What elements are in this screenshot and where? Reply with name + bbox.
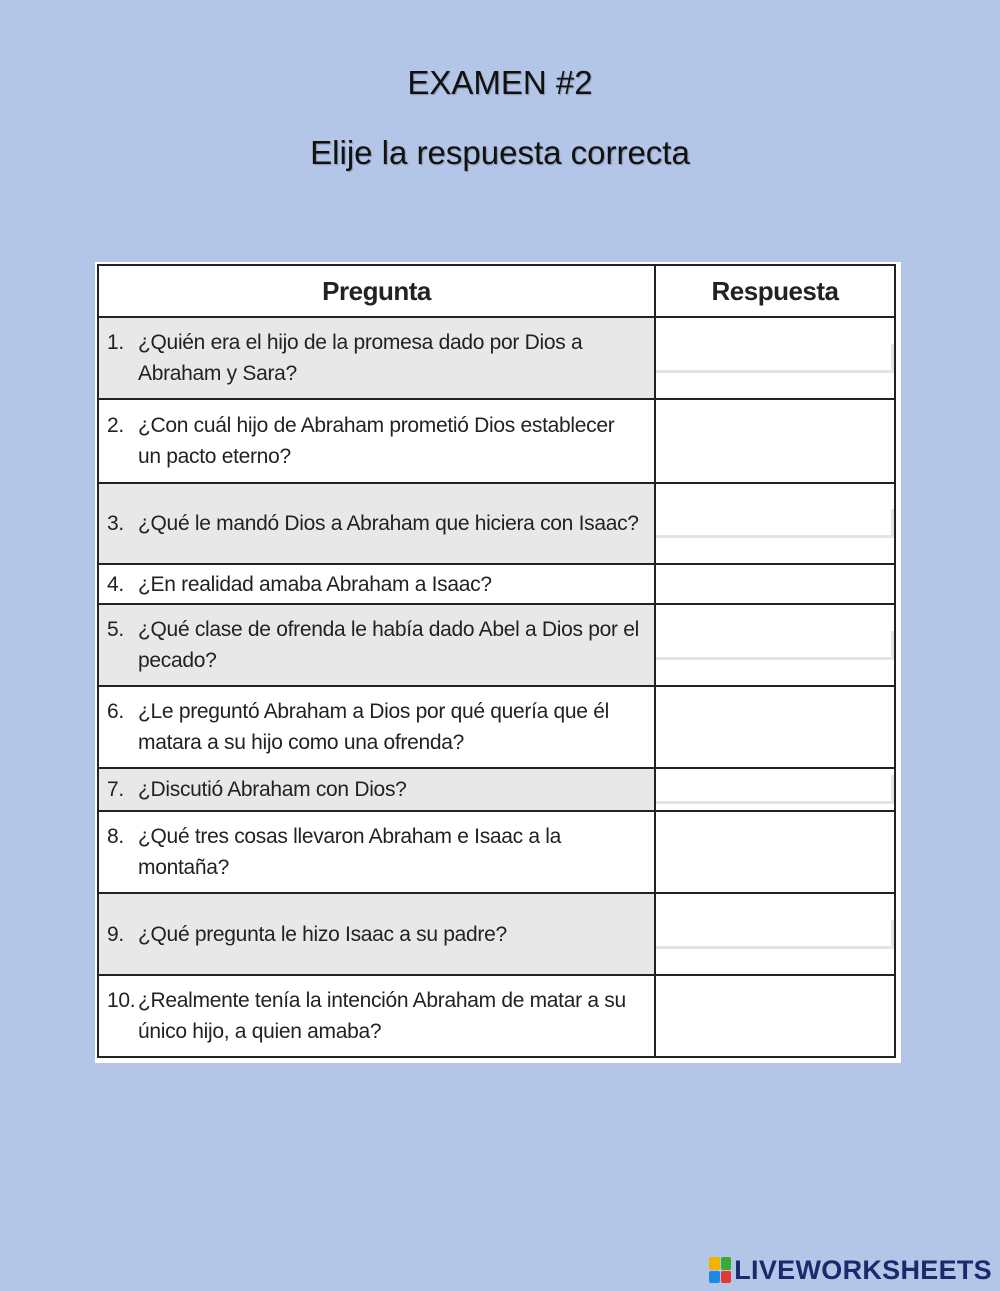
question-text: ¿En realidad amaba Abraham a Isaac? [138,572,492,596]
answer-cell [655,811,895,893]
question-number: 2. [107,414,124,437]
question-cell [98,564,655,604]
answer-input-7[interactable] [656,775,894,804]
question-cell [98,811,655,893]
question-number: 1. [107,331,124,354]
question-cell [98,317,655,399]
question-number: 7. [107,778,124,801]
table-row [98,686,895,768]
question-text: ¿Qué clase de ofrenda le había dado Abel a Dios por el pecado? [138,618,639,672]
answer-input-3[interactable] [656,509,894,538]
question-text: ¿Con cuál hijo de Abraham prometió Dios establecer un pacto eterno? [138,414,615,468]
exam-instructions: Elije la respuesta correcta [310,134,690,171]
table-row [98,811,895,893]
answer-input-10[interactable] [656,1002,894,1031]
question-text: ¿Discutió Abraham con Dios? [138,778,407,801]
answer-cell [655,893,895,975]
question-cell [98,483,655,564]
question-cell [98,768,655,811]
table-header-row [98,265,895,317]
answer-input-5[interactable] [656,631,894,660]
answer-cell [655,686,895,768]
question-text: ¿Qué le mandó Dios a Abraham que hiciera con Isaac? [138,512,639,535]
question-text: ¿Le preguntó Abraham a Dios por qué quería que él matara a su hijo como una ofrenda? [138,700,609,754]
question-text: ¿Realmente tenía la intención Abraham de matar a su único hijo, a quien amaba? [138,989,626,1043]
table-row [98,564,895,604]
question-cell [98,399,655,483]
question-table [97,264,896,1058]
answer-cell [655,975,895,1057]
answer-input-1[interactable] [656,344,894,373]
question-number: 8. [107,825,124,848]
logo-text: LIVEWORKSHEETS [734,1254,992,1285]
worksheet-table-container [95,262,901,1063]
question-cell [98,975,655,1057]
question-text: ¿Quién era el hijo de la promesa dado por Dios a Abraham y Sara? [138,331,583,385]
answer-cell [655,768,895,811]
question-cell [98,686,655,768]
table-row [98,483,895,564]
column-header-answer: Respuesta [655,265,895,317]
answer-input-8[interactable] [656,838,894,867]
question-cell [98,604,655,686]
table-row [98,604,895,686]
question-text: ¿Qué tres cosas llevaron Abraham e Isaac a la montaña? [138,825,562,879]
liveworksheets-logo-icon [709,1257,731,1283]
question-number: 10. [107,989,136,1012]
answer-cell [655,604,895,686]
question-cell [98,893,655,975]
answer-input-2[interactable] [656,427,894,456]
column-header-question: Pregunta [98,265,655,317]
table-row [98,317,895,399]
answer-input-6[interactable] [656,713,894,742]
answer-cell [655,317,895,399]
question-number: 4. [107,572,124,596]
table-row [98,893,895,975]
answer-cell [655,399,895,483]
question-text: ¿Qué pregunta le hizo Isaac a su padre? [138,922,507,946]
liveworksheets-logo [709,1255,992,1285]
question-number: 5. [107,618,124,641]
question-number: 6. [107,700,124,723]
answer-cell [655,564,895,604]
answer-cell [655,483,895,564]
table-row [98,768,895,811]
answer-input-9[interactable] [656,920,894,949]
table-row [98,975,895,1057]
answer-input-4[interactable] [656,570,894,599]
question-number: 3. [107,512,124,535]
exam-title: EXAMEN #2 [407,64,593,101]
question-number: 9. [107,922,124,946]
table-row [98,399,895,483]
